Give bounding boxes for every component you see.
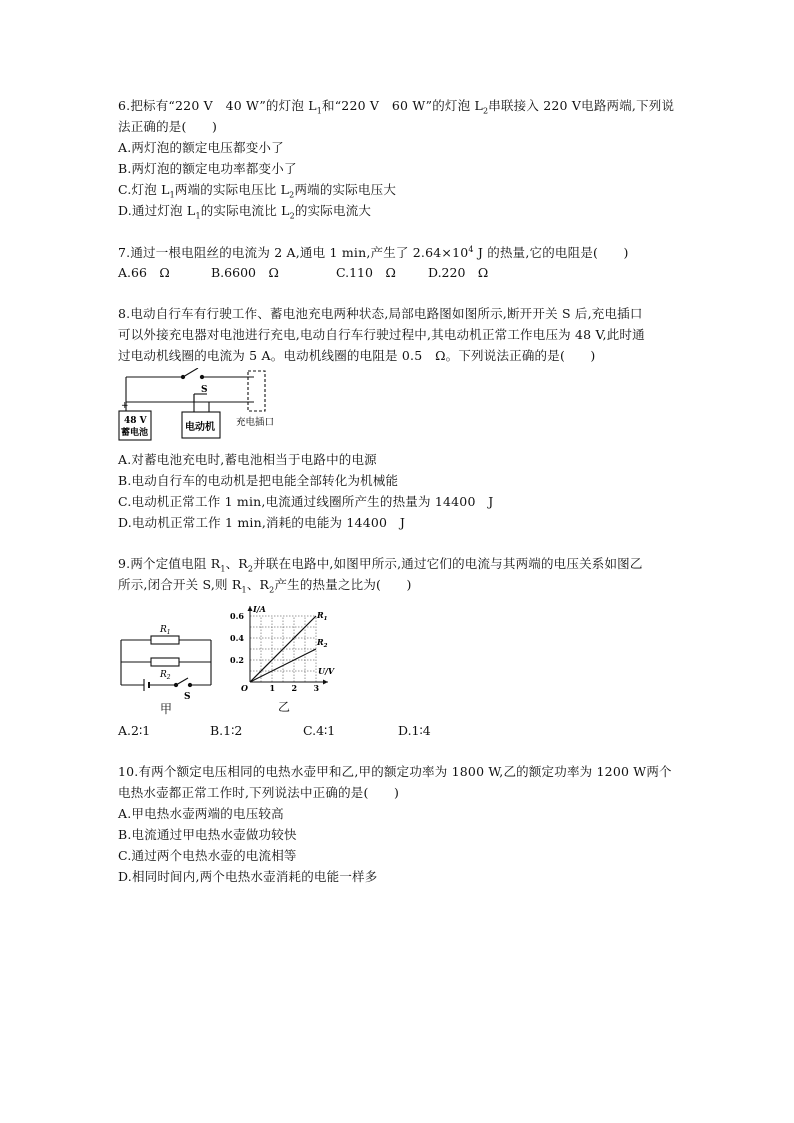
q7-stem: 7.通过一根电阻丝的电流为 2 A,通电 1 min,产生了 $2.64\times 10^4$ J 的热量,它的电阻是( ) [118,244,629,260]
q9-option-b: B.1∶2 [210,723,243,738]
q6-option-a: A.两灯泡的额定电压都变小了 [118,140,284,155]
origin-label: O [241,683,248,693]
q6-option-c: C.灯泡 $L_1$两端的实际电压比 $L_2$两端的实际电压大 [118,182,397,200]
q10-option-d: D.相同时间内,两个电热水壶消耗的电能一样多 [118,869,378,884]
q9-iu-graph [228,604,338,694]
q6-option-d: D.通过灯泡 $L_1$的实际电流比 $L_2$的实际电流大 [118,203,372,221]
charging-port-label: 充电插口 [236,417,275,428]
y-axis-arrow-icon [248,606,253,611]
battery-voltage-label: 48 V [124,416,147,426]
q8-option-d: D.电动机正常工作 1 min,消耗的电能为 14400 J [118,515,406,530]
q9-option-a: A.2∶1 [118,723,151,738]
q8-stem-line2: 可以外接充电器对电池进行充电,电动自行车行驶过程中,其电动机正常工作电压为 48 V,此时通 [118,327,645,342]
q9-option-d: D.1∶4 [398,723,431,738]
battery-plus-sign: + [121,401,129,411]
q7-option-d: D.220 Ω [428,265,489,280]
q10-option-a: A.甲电热水壶两端的电压较高 [118,806,284,821]
motor-label: 电动机 [185,422,215,433]
x-tick-label: 2 [291,683,298,693]
q6-stem-line1: 6.把标有“220 V 40 W”的灯泡 $L_1$和“220 V 60 W”的灯泡 $L_2$串联接入 220 V电路两端,下列说 [118,98,675,116]
switch-s-label: S [184,692,191,700]
y-tick-label: 0.4 [230,633,244,643]
resistor-r1-label: $R_1$ [160,625,171,636]
x-tick-label: 1 [269,683,276,693]
x-tick-label: 3 [313,683,320,693]
q7-option-b: B.6600 Ω [211,265,279,280]
q10-option-c: C.通过两个电热水壶的电流相等 [118,848,297,863]
q8-circuit-diagram [114,368,294,446]
q9-option-c: C.4∶1 [303,723,336,738]
q8-option-a: A.对蓄电池充电时,蓄电池相当于电路中的电源 [118,452,377,467]
q10-stem-line1: 10.有两个额定电压相同的电热水壶甲和乙,甲的额定功率为 1800 W,乙的额定功率为 1200 W两个 [118,764,672,779]
figure-yi-caption: 乙 [278,700,291,714]
y-tick-label: 0.2 [230,655,244,665]
q6-stem-line2: 法正确的是( ) [118,119,218,134]
y-tick-label: 0.6 [230,611,244,621]
q8-option-b: B.电动自行车的电动机是把电能全部转化为机械能 [118,473,399,488]
resistor-r2-label: $R_2$ [160,670,171,681]
q8-stem-line1: 8.电动自行车有行驶工作、蓄电池充电两种状态,局部电路图如图所示,断开开关 S 后,充电插口 [118,306,643,321]
x-axis-label: U/V [318,666,335,676]
series-label-r1: $R_1$ [317,610,328,622]
q9-stem-line2: 所示,闭合开关 S,则 $R_1$、$R_2$产生的热量之比为( ) [118,577,412,595]
battery-label: 蓄电池 [121,428,149,438]
series-label-r2: $R_2$ [317,637,328,649]
q8-option-c: C.电动机正常工作 1 min,电流通过线圈所产生的热量为 14400 J [118,494,494,509]
q7-option-c: C.110 Ω [336,265,396,280]
q7-option-a: A.66 Ω [118,265,170,280]
q9-stem-line1: 9.两个定值电阻 $R_1$、$R_2$并联在电路中,如图甲所示,通过它们的电流与其两端的电压关系如图乙 [118,556,643,574]
q9-circuit-jia [116,620,216,700]
switch-label: S [201,385,208,395]
x-axis-arrow-icon [323,680,328,685]
q10-stem-line2: 电热水壶都正常工作时,下列说法中正确的是( ) [118,785,400,800]
q8-stem-line3: 过电动机线圈的电流为 5 A。电动机线圈的电阻是 0.5 Ω。下列说法正确的是( ) [118,348,596,363]
q6-option-b: B.两灯泡的额定电功率都变小了 [118,161,297,176]
q10-option-b: B.电流通过甲电热水壶做功较快 [118,827,297,842]
y-axis-label: I/A [253,604,266,614]
figure-jia-caption: 甲 [160,702,173,716]
